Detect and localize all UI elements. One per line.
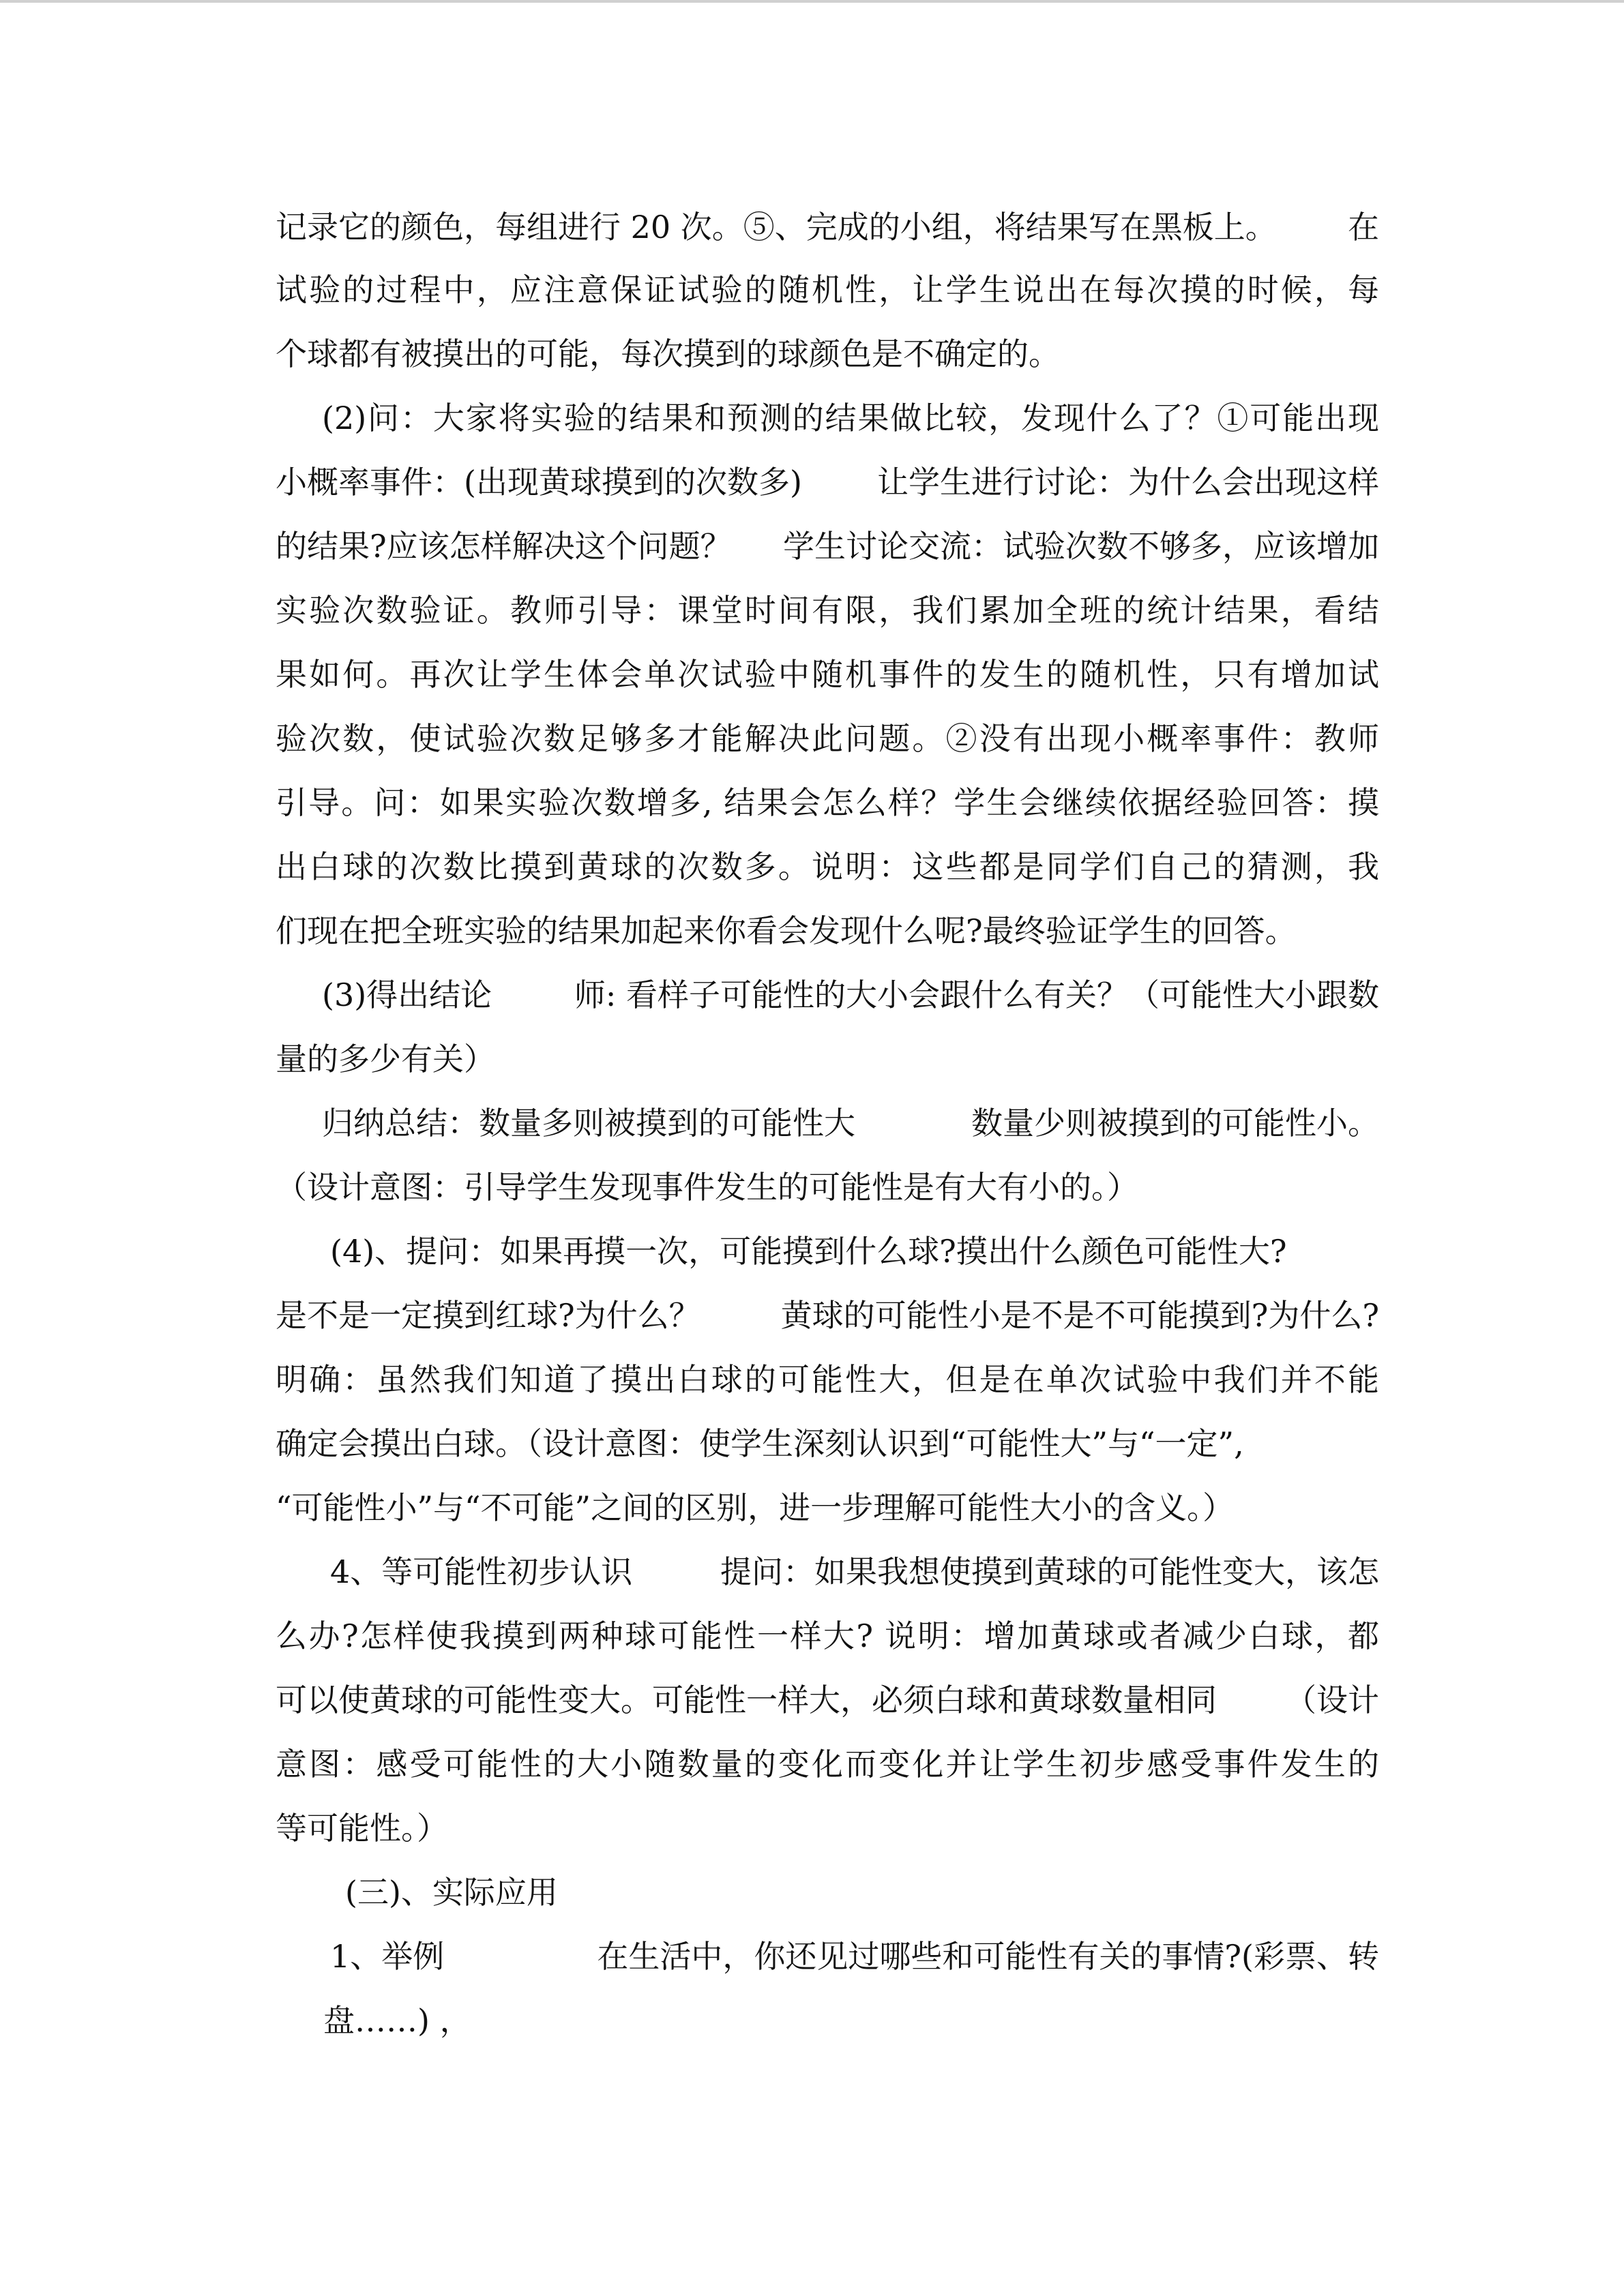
- text-line-main: (3)得出结论: [322, 976, 492, 1013]
- text-line: [322, 1092, 1379, 1154]
- text-line-main: 是不是一定摸到红球?为什么？: [276, 1297, 700, 1334]
- text-line: 个球都有被摸出的可能，每次摸到的球颜色是不确定的。: [276, 336, 1060, 372]
- text-line: 么办?怎样使我摸到两种球可能性一样大? 说明：增加黄球或者减少白球，都: [276, 1617, 1379, 1654]
- text-line: 确定会摸出白球。（设计意图：使学生深刻认识到“可能性大”与“一定”,: [276, 1425, 1244, 1462]
- text-line: 盘……) ，: [323, 2002, 471, 2039]
- text-line-main: 4、等可能性初步认识: [330, 1553, 633, 1590]
- text-line: 验次数，使试验次数足够多才能解决此问题。②没有出现小概率事件：教师: [276, 720, 1379, 757]
- text-line-tail: 黄球的可能性小是不是不可能摸到?为什么?: [780, 1297, 1379, 1334]
- text-line: 出白球的次数比摸到黄球的次数多。说明：这些都是同学们自己的猜测，我: [276, 848, 1379, 885]
- text-line: [330, 1926, 1379, 1987]
- text-line: [276, 196, 1379, 258]
- text-line: [276, 516, 1379, 577]
- text-line: (4)、提问：如果再摸一次，可能摸到什么球?摸出什么颜色可能性大?: [330, 1233, 1287, 1270]
- section-heading: (三)、实际应用: [345, 1874, 558, 1911]
- text-line-tail: 学生讨论交流：试验次数不够多，应该增加: [783, 528, 1379, 565]
- text-line: [276, 1669, 1379, 1731]
- text-line: 引导。问：如果实验次数增多, 结果会怎么样？学生会继续依据经验回答：摸: [276, 784, 1379, 821]
- text-line-main: 小概率事件：(出现黄球摸到的次数多): [276, 464, 802, 501]
- text-line: [276, 1285, 1379, 1346]
- text-line-main: 可以使黄球的可能性变大。可能性一样大，必须白球和黄球数量相同: [276, 1682, 1217, 1718]
- text-line: 明确：虽然我们知道了摸出白球的可能性大，但是在单次试验中我们并不能: [276, 1361, 1379, 1398]
- text-line: 们现在把全班实验的结果加起来你看会发现什么呢?最终验证学生的回答。: [276, 912, 1297, 949]
- text-line-tail: 提问：如果我想使摸到黄球的可能性变大，该怎: [720, 1553, 1379, 1590]
- text-line: 试验的过程中，应注意保证试验的随机性，让学生说出在每次摸的时候，每: [276, 271, 1379, 308]
- text-line-main: 1、举例: [330, 1938, 445, 1975]
- text-line: 实验次数验证。教师引导：课堂时间有限，我们累加全班的统计结果，看结: [276, 592, 1379, 629]
- text-line: [276, 451, 1379, 513]
- text-line: “可能性小”与“不可能”之间的区别，进一步理解可能性大小的含义。）: [276, 1489, 1235, 1526]
- text-line: (2)问：大家将实验的结果和预测的结果做比较，发现什么了？①可能出现: [322, 400, 1379, 436]
- text-line-main: 记录它的颜色，每组进行 20 次。⑤、完成的小组，将结果写在黑板上。: [276, 209, 1277, 245]
- text-line-main: 的结果?应该怎样解决这个问题？: [276, 528, 732, 565]
- text-line-tail: 让学生进行讨论：为什么会出现这样: [877, 464, 1379, 501]
- text-line-tail: 在: [1348, 209, 1379, 245]
- text-line-tail: 数量少则被摸到的可能性小。: [971, 1105, 1379, 1142]
- page-top-border: [0, 0, 1624, 3]
- text-line: [322, 964, 1379, 1026]
- text-line-tail: 师: 看样子可能性的大小会跟什么有关？（可能性大小跟数: [574, 976, 1379, 1013]
- text-line: 意图：感受可能性的大小随数量的变化而变化并让学生初步感受事件发生的: [276, 1746, 1379, 1783]
- text-line-tail: （设计: [1285, 1682, 1379, 1718]
- text-line: 等可能性。）: [276, 1810, 448, 1847]
- text-line: 量的多少有关）: [276, 1041, 495, 1077]
- text-line: 果如何。再次让学生体会单次试验中随机事件的发生的随机性，只有增加试: [276, 656, 1379, 693]
- text-line: [330, 1541, 1379, 1602]
- text-line-main: 归纳总结：数量多则被摸到的可能性大: [322, 1105, 855, 1142]
- text-line: （设计意图：引导学生发现事件发生的可能性是有大有小的。）: [276, 1169, 1138, 1206]
- text-line-tail: 在生活中，你还见过哪些和可能性有关的事情?(彩票、转: [597, 1938, 1379, 1975]
